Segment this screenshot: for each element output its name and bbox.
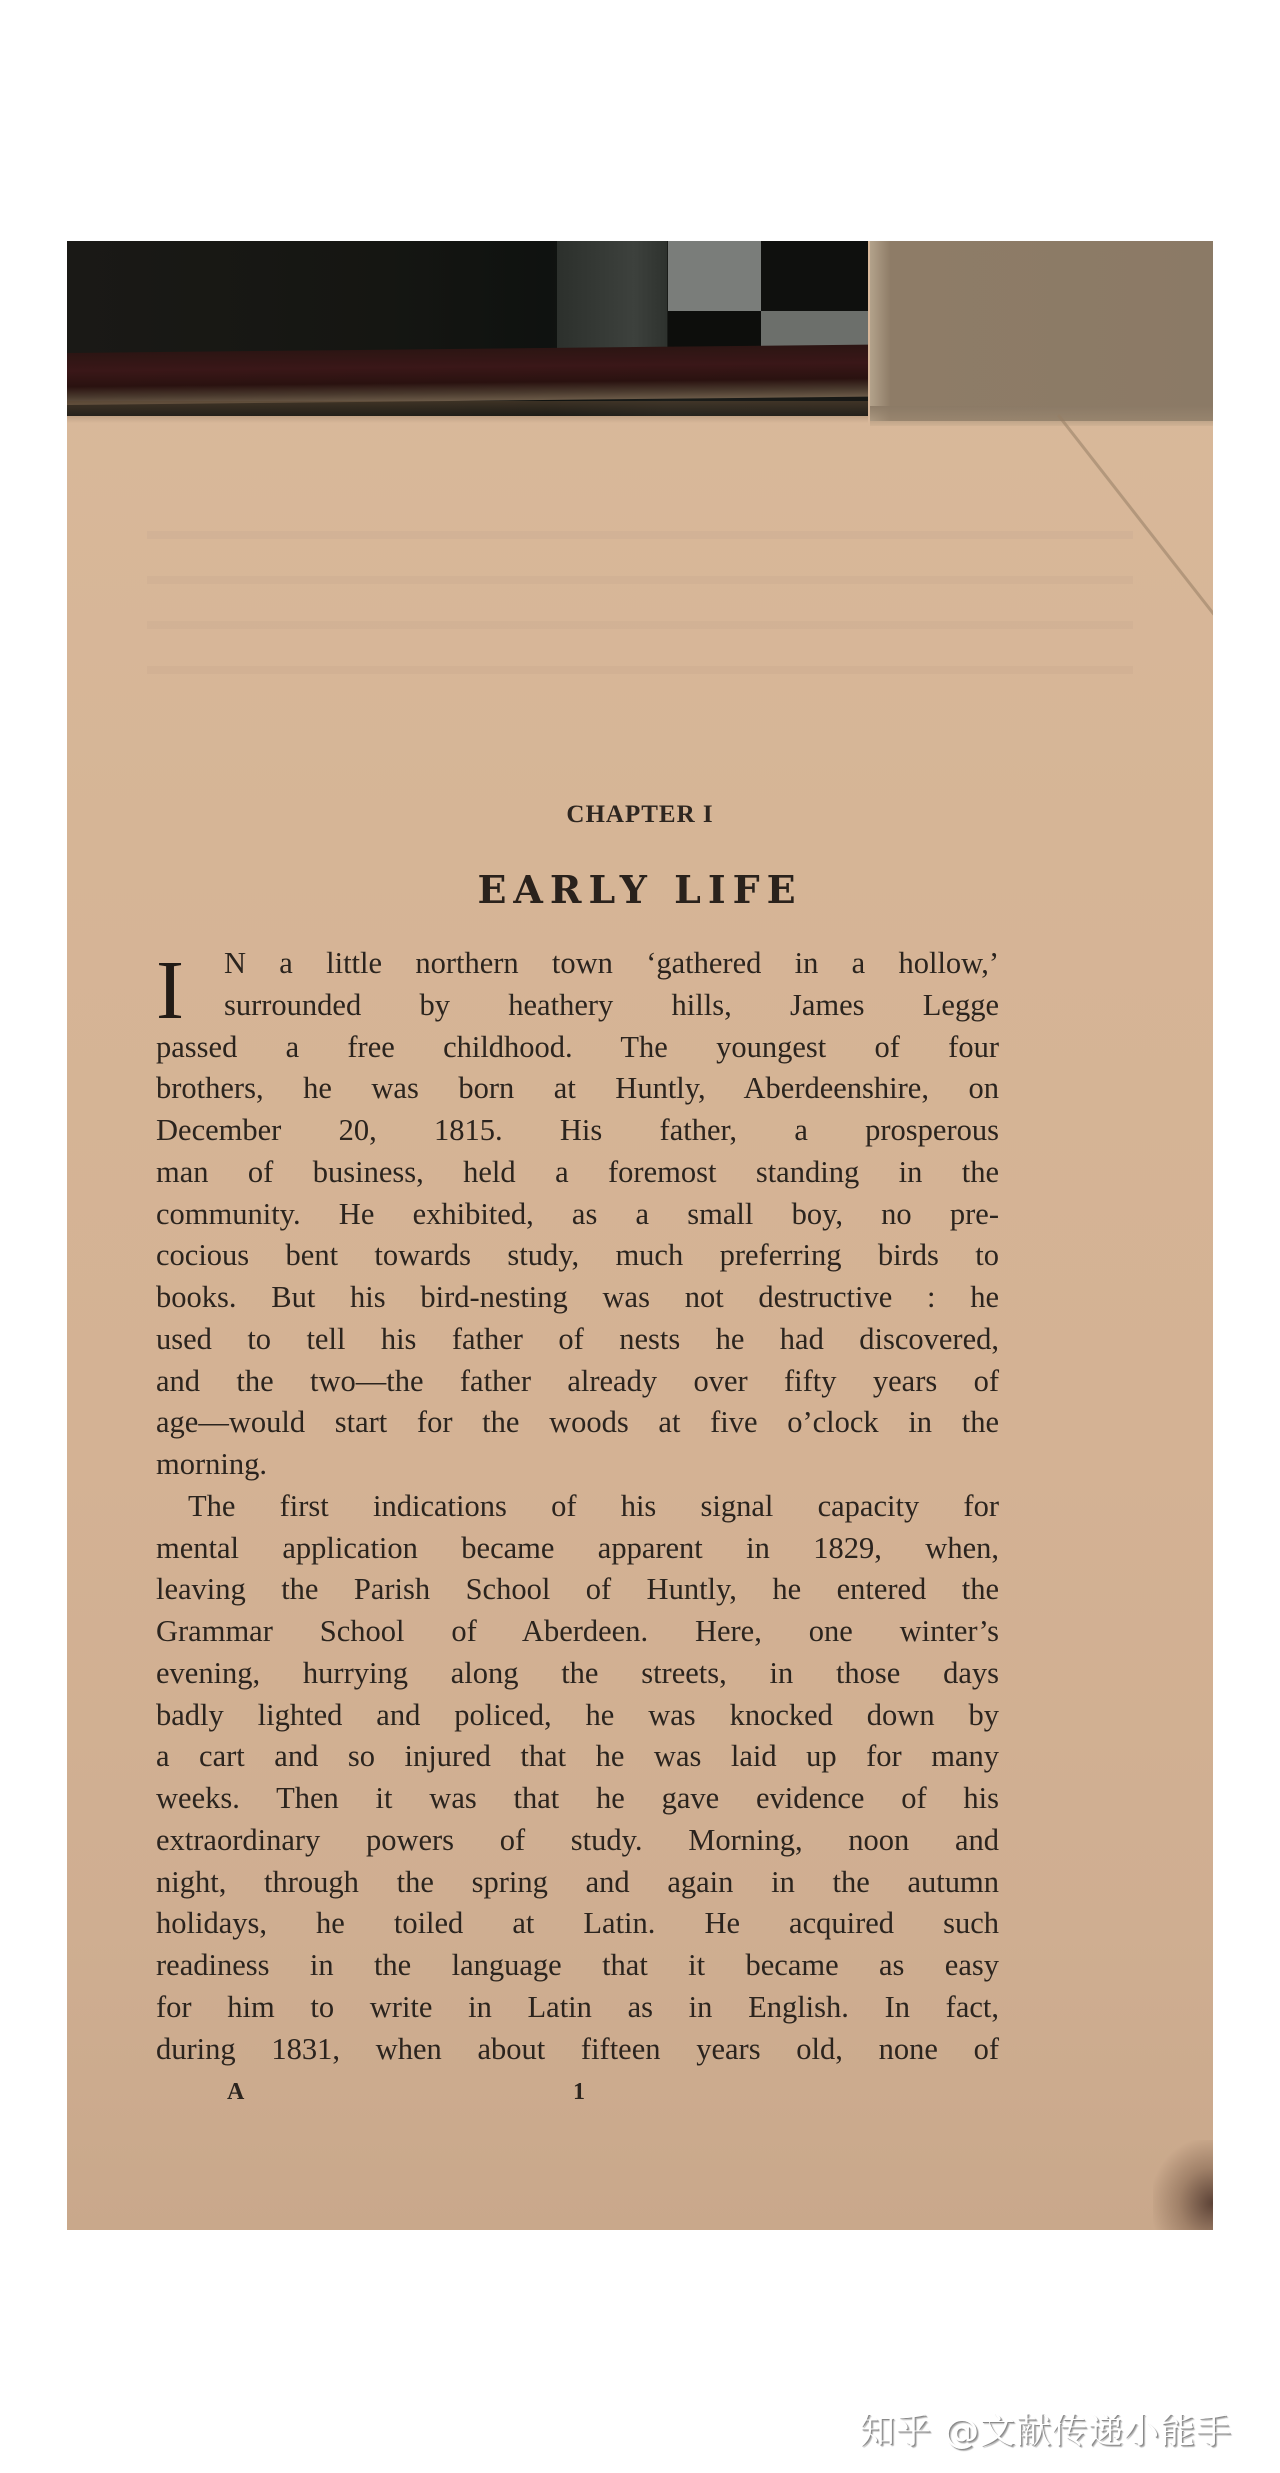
text-line: night, through the spring and again in the autumn — [156, 1864, 999, 1899]
background-grey-block — [870, 241, 1213, 421]
text-line: readiness in the language that it became as easy — [156, 1948, 999, 1982]
bleed-through-line — [147, 666, 1133, 674]
text-line: and the two—the father already over fifty years of — [156, 1363, 999, 1398]
text-line: brothers, he was born at Huntly, Aberdeenshire, on — [156, 1071, 999, 1106]
drop-cap: I — [156, 944, 184, 1037]
scanned-book-page-photo — [67, 241, 1213, 2230]
text-line: community. He exhibited, as a small boy, no pre- — [156, 1196, 999, 1231]
text-line: mental application became apparent in 1829, when, — [156, 1530, 999, 1565]
text-line: passed a free childhood. The youngest of four — [156, 1029, 999, 1064]
text-line: leaving the Parish School of Huntly, he entered the — [156, 1572, 999, 1607]
bleed-through-line — [147, 531, 1133, 539]
text-line: weeks. Then it was that he gave evidence of his — [156, 1781, 999, 1815]
book-cover-edge — [67, 345, 868, 405]
background-checker-tile — [668, 241, 761, 311]
text-line: a cart and so injured that he was laid up for many — [156, 1739, 999, 1774]
chapter-heading: CHAPTER I — [566, 801, 714, 828]
background-checker-tile — [761, 241, 868, 311]
text-line: N a little northern town ‘gathered in a hollow,’ — [224, 946, 999, 980]
page-number: 1 — [573, 2079, 585, 2105]
bleed-through-line — [147, 621, 1133, 629]
text-line: used to tell his father of nests he had discovered, — [156, 1321, 999, 1356]
zhihu-watermark: 知乎 @文献传递小能手 — [860, 2412, 1233, 2452]
text-line: age—would start for the woods at five o’clock in the — [156, 1405, 999, 1440]
body-text — [156, 943, 999, 2070]
text-line: badly lighted and policed, he was knocked down by — [156, 1697, 999, 1732]
text-line: December 20, 1815. His father, a prosperous — [156, 1113, 999, 1147]
signature-mark: A — [227, 2079, 245, 2105]
corner-thumb-shadow — [1153, 2140, 1213, 2230]
text-line: The first indications of his signal capacity for — [188, 1488, 999, 1523]
text-line: extraordinary powers of study. Morning, noon and — [156, 1822, 999, 1857]
chapter-title: EARLY LIFE — [477, 867, 803, 912]
text-line: cocious bent towards study, much preferring birds to — [156, 1238, 999, 1273]
text-line: books. But his bird-nesting was not destructive : he — [156, 1280, 999, 1314]
text-line: during 1831, when about fifteen years old, none of — [156, 2031, 999, 2066]
text-line: man of business, held a foremost standing in the — [156, 1154, 999, 1189]
bleed-through-line — [147, 576, 1133, 584]
background-stone-area — [557, 241, 667, 359]
text-line: Grammar School of Aberdeen. Here, one winter’s — [156, 1614, 999, 1648]
text-line: morning. — [156, 1447, 267, 1481]
text-line: holidays, he toiled at Latin. He acquired such — [156, 1906, 999, 1941]
text-line: for him to write in Latin as in English. In fact, — [156, 1989, 999, 2024]
page-crease — [1057, 414, 1213, 644]
book-edge-shadow — [67, 401, 868, 423]
grey-block-shadow — [870, 406, 1213, 426]
text-line: surrounded by heathery hills, James Legge — [224, 987, 999, 1022]
text-line: evening, hurrying along the streets, in those days — [156, 1655, 999, 1690]
